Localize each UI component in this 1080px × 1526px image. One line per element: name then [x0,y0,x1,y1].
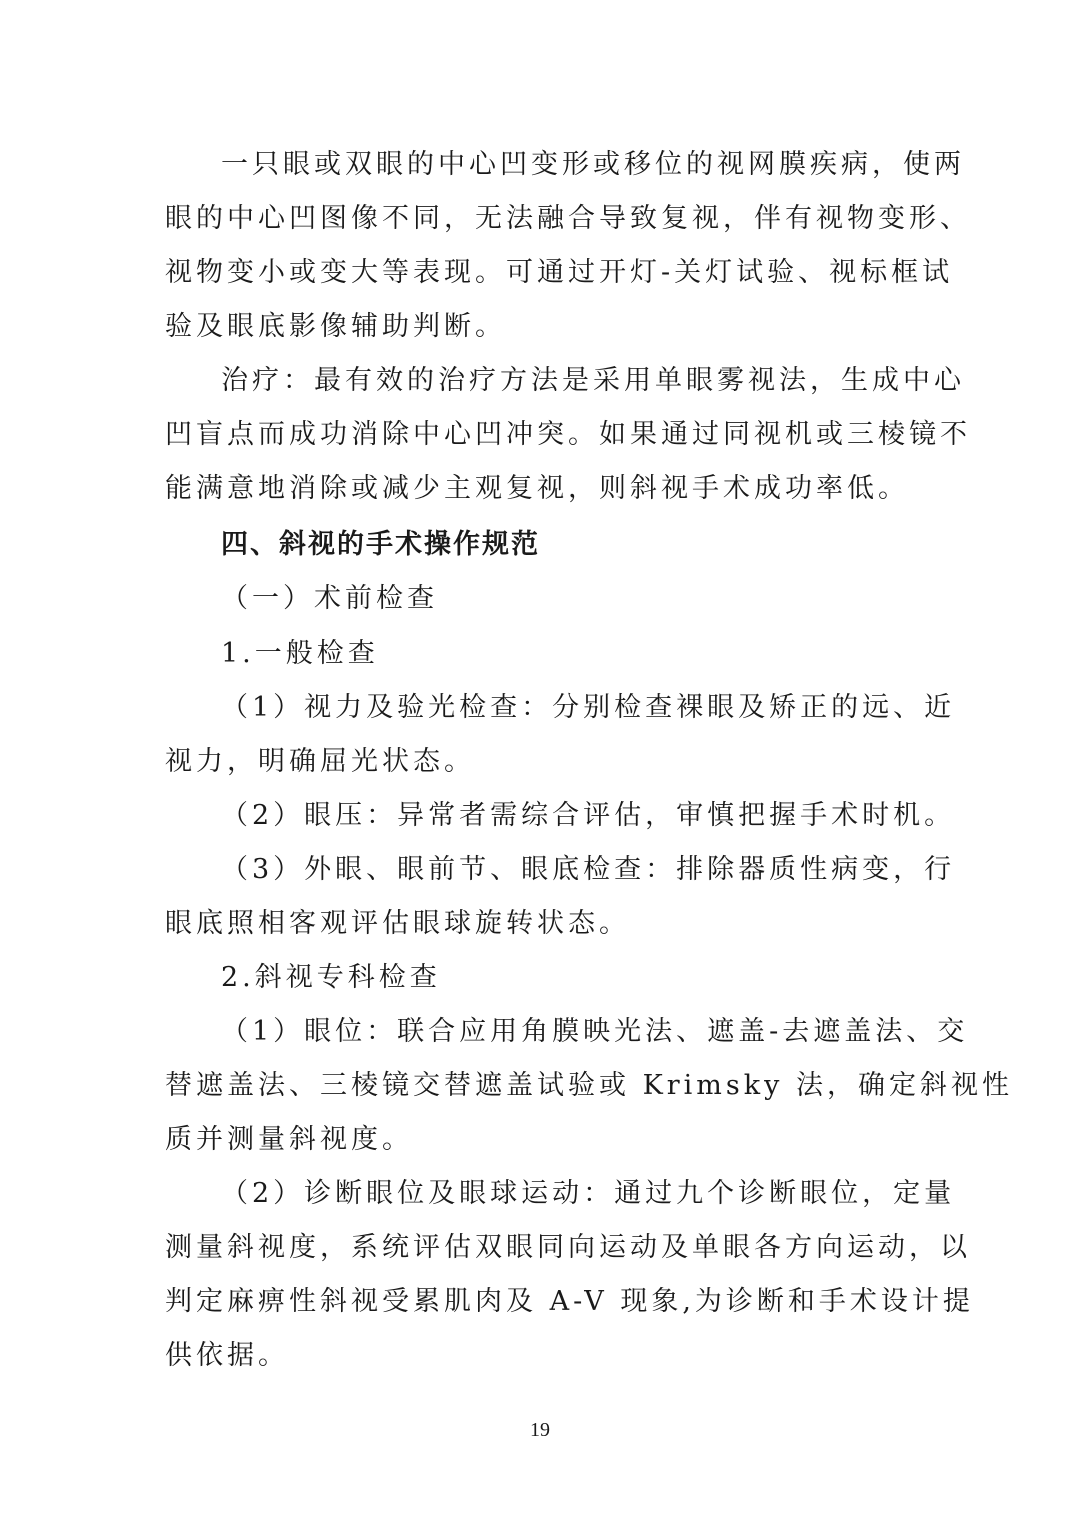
paragraph-line: 治疗：最有效的治疗方法是采用单眼雾视法，生成中心 [221,365,965,396]
paragraph-line: 一只眼或双眼的中心凹变形或移位的视网膜疾病，使两 [221,149,965,180]
paragraph-line: 眼底照相客观评估眼球旋转状态。 [165,908,630,939]
paragraph-line: 判定麻痹性斜视受累肌肉及 A-V 现象,为诊断和手术设计提 [165,1286,974,1317]
item-heading: 2.斜视专科检查 [221,962,441,993]
paragraph-line: 测量斜视度，系统评估双眼同向运动及单眼各方向运动，以 [165,1232,971,1263]
paragraph-line: 替遮盖法、三棱镜交替遮盖试验或 Krimsky 法，确定斜视性 [165,1070,1013,1101]
paragraph-line: 眼的中心凹图像不同，无法融合导致复视，伴有视物变形、 [165,203,971,234]
paragraph-line: 验及眼底影像辅助判断。 [165,311,506,342]
section-heading: 四、斜视的手术操作规范 [221,529,540,560]
paragraph-line: 凹盲点而成功消除中心凹冲突。如果通过同视机或三棱镜不 [165,419,971,450]
paragraph-line: （2）眼压：异常者需综合评估，审慎把握手术时机。 [221,800,956,831]
paragraph-line: 视物变小或变大等表现。可通过开灯-关灯试验、视标框试 [165,257,954,288]
paragraph-line: 供依据。 [165,1340,289,1371]
paragraph-line: （2）诊断眼位及眼球运动：通过九个诊断眼位，定量 [221,1178,956,1209]
page-number: 19 [530,1419,550,1441]
paragraph-line: 视力，明确屈光状态。 [165,746,475,777]
subsection-heading: （一）术前检查 [221,583,438,614]
item-heading: 1.一般检查 [221,638,379,669]
paragraph-line: （1）眼位：联合应用角膜映光法、遮盖-去遮盖法、交 [221,1016,969,1047]
paragraph-line: （3）外眼、眼前节、眼底检查：排除器质性病变，行 [221,854,956,885]
paragraph-line: （1）视力及验光检查：分别检查裸眼及矫正的远、近 [221,692,956,723]
paragraph-line: 质并测量斜视度。 [165,1124,413,1155]
paragraph-line: 能满意地消除或减少主观复视，则斜视手术成功率低。 [165,473,909,504]
